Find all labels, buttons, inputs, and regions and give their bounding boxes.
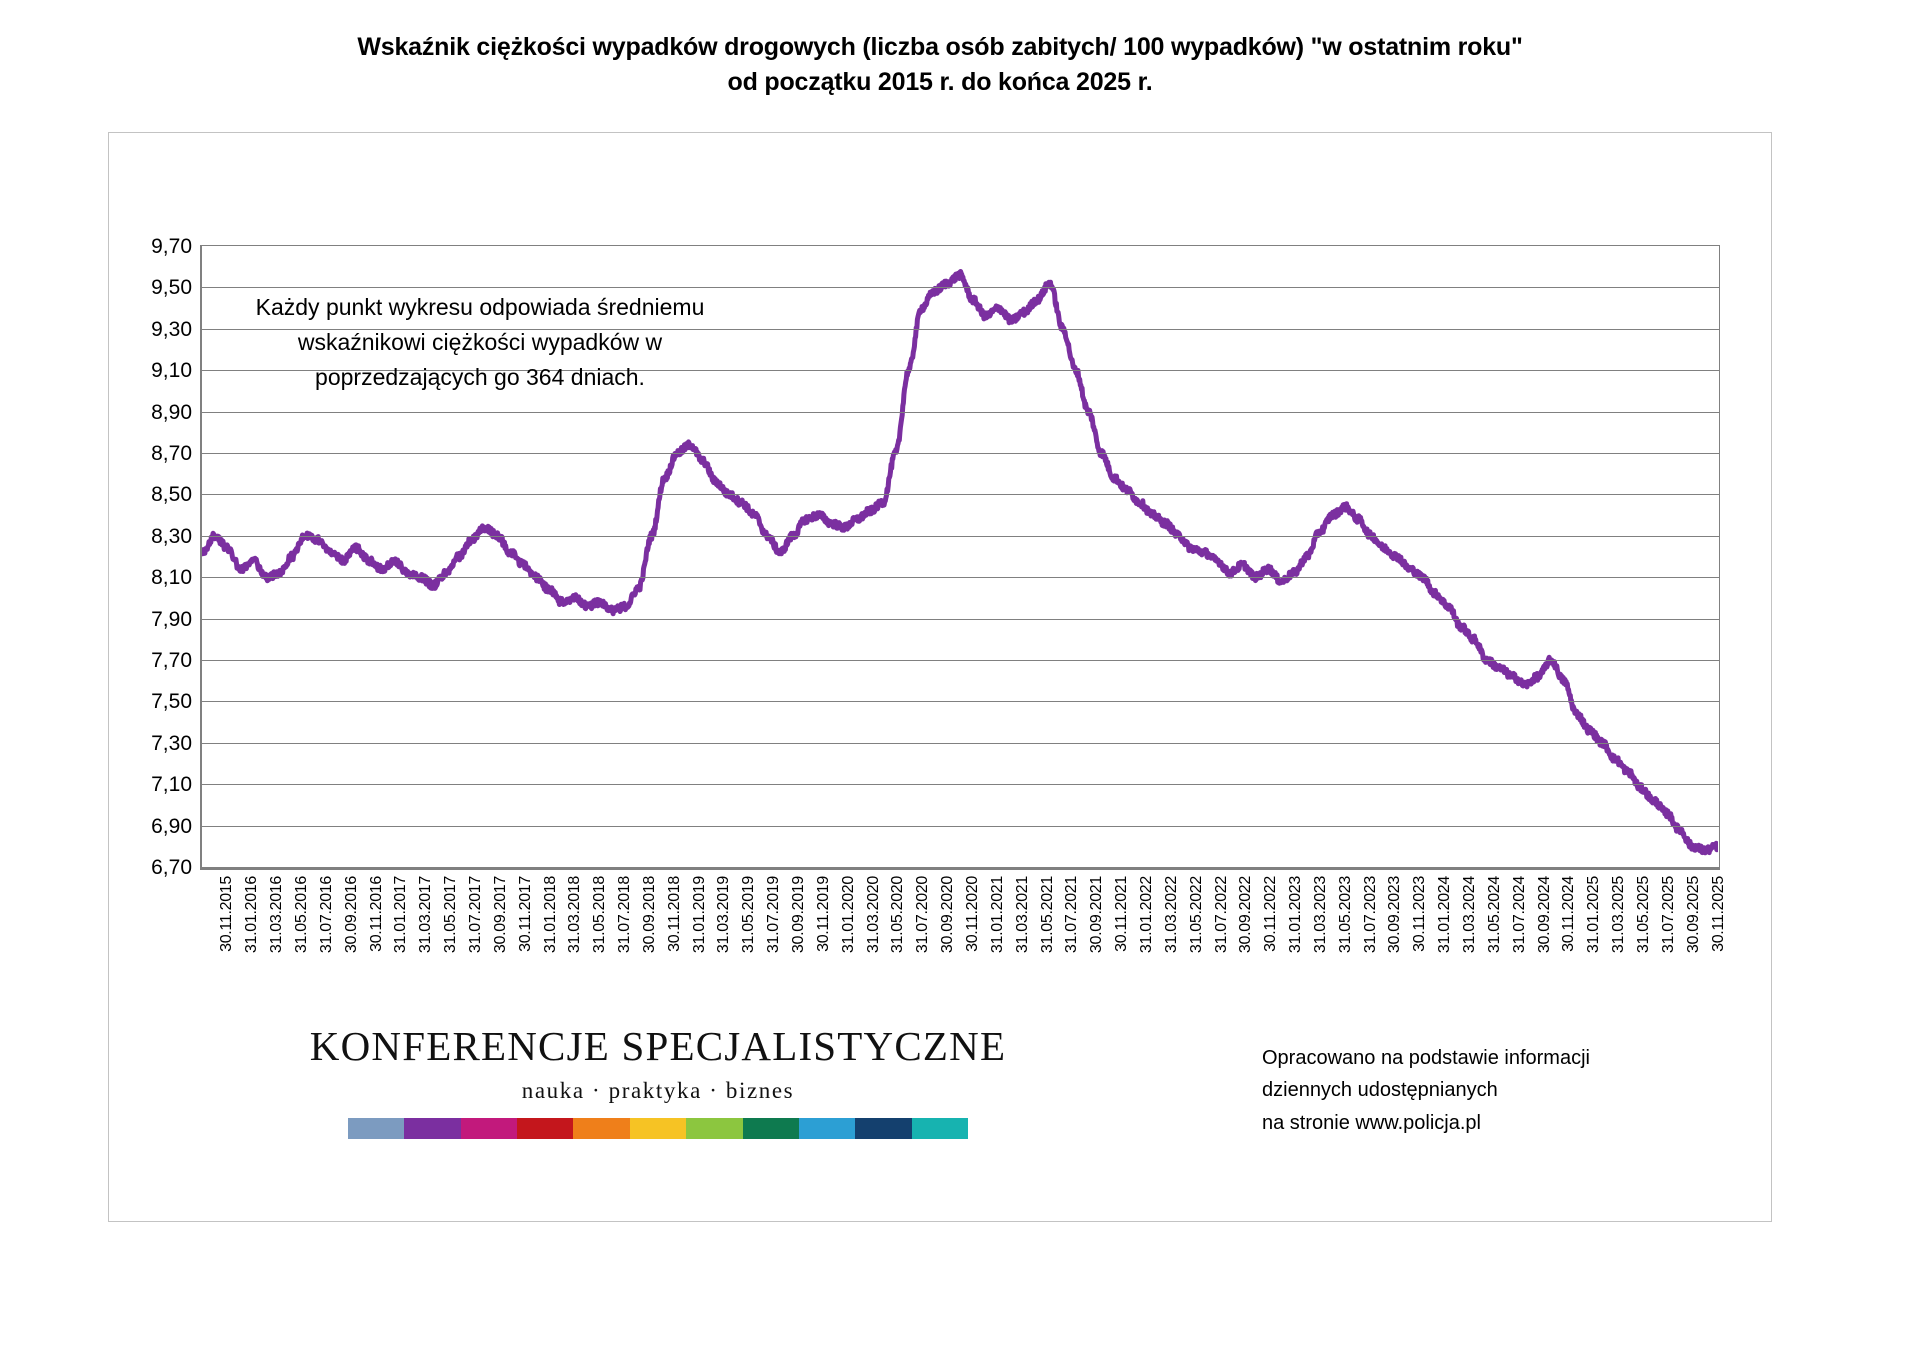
x-axis-tick-label: 30.11.2020: [964, 876, 981, 952]
x-axis-tick-label: 30.09.2017: [491, 876, 509, 954]
y-axis-tick-label: 6,90: [151, 814, 192, 838]
chart-title-line2: od początku 2015 r. do końca 2025 r.: [727, 67, 1153, 96]
logo-color-swatch: [348, 1118, 404, 1139]
x-axis-tick-label: 31.03.2023: [1311, 876, 1329, 954]
logo-color-swatch: [686, 1118, 742, 1139]
y-axis-tick-label: 8,30: [151, 524, 192, 548]
x-axis-tick-label: 31.01.2023: [1287, 876, 1305, 954]
gridline: [202, 577, 1719, 578]
y-axis-tick-labels: [120, 235, 192, 879]
x-axis-tick-label: 31.03.2025: [1610, 876, 1628, 954]
x-axis-tick-label: 31.05.2025: [1635, 876, 1653, 954]
x-axis-tick-label: 31.05.2018: [591, 876, 609, 954]
logo-color-swatch: [855, 1118, 911, 1139]
x-axis-tick-label: 30.09.2024: [1535, 876, 1553, 954]
x-axis-tick-label: 31.05.2021: [1038, 876, 1056, 954]
x-axis-tick-label: 30.11.2019: [814, 876, 832, 952]
x-axis-tick-label: 31.01.2017: [392, 876, 410, 954]
x-axis-tick-label: 30.09.2021: [1088, 876, 1106, 954]
x-axis-tick-label: 30.09.2023: [1386, 876, 1404, 954]
x-axis-tick-label: 31.05.2023: [1336, 876, 1354, 954]
x-axis-tick-labels: [200, 876, 1727, 1006]
logo-color-bar: [348, 1118, 968, 1139]
gridline: [202, 660, 1719, 661]
source-note-line1: Opracowano na podstawie informacji: [1262, 1047, 1590, 1069]
x-axis-tick-label: 30.11.2022: [1262, 876, 1280, 952]
x-axis-tick-label: 31.03.2024: [1461, 876, 1479, 954]
x-axis-tick-label: 31.05.2016: [292, 876, 310, 954]
y-axis-tick-label: 7,90: [151, 607, 192, 631]
y-axis-tick-label: 8,90: [151, 400, 192, 424]
logo-color-swatch: [461, 1118, 517, 1139]
x-axis-tick-label: 31.05.2019: [740, 876, 758, 954]
gridline: [202, 494, 1719, 495]
gridline: [202, 867, 1719, 868]
y-axis-tick-label: 8,70: [151, 442, 192, 465]
x-axis-tick-label: 31.07.2022: [1212, 876, 1230, 954]
y-axis-tick-label: 7,30: [151, 731, 192, 755]
y-axis-tick-label: 6,70: [151, 856, 192, 879]
gridline: [202, 743, 1719, 744]
x-axis-tick-label: 30.11.2025: [1709, 876, 1727, 952]
gridline: [202, 453, 1719, 454]
x-axis-tick-label: 31.03.2022: [1162, 876, 1180, 954]
y-axis-tick-label: 7,70: [151, 649, 192, 672]
x-axis-tick-label: 30.11.2017: [516, 876, 534, 952]
x-axis-tick-label: 30.11.2015: [218, 876, 236, 952]
logo-color-swatch: [630, 1118, 686, 1139]
source-note: [1262, 1042, 1590, 1139]
y-axis-tick-label: 9,30: [151, 317, 192, 341]
x-axis-tick-label: 30.09.2025: [1684, 876, 1702, 954]
y-axis-tick-label: 9,70: [151, 235, 192, 258]
x-axis-tick-label: 30.09.2016: [342, 876, 360, 954]
x-axis-tick-label: 31.07.2016: [317, 876, 335, 954]
y-axis-tick-label: 8,10: [151, 566, 192, 590]
gridline: [202, 619, 1719, 620]
logo-color-swatch: [912, 1118, 968, 1139]
logo-color-swatch: [799, 1118, 855, 1139]
chart-annotation: Każdy punkt wykresu odpowiada średniemu wskaźnikowi ciężkości wypadków w poprzedzających go 364 dniach.: [255, 294, 705, 390]
x-axis-tick-label: 31.05.2024: [1485, 876, 1503, 954]
gridline: [202, 784, 1719, 785]
logo-title: KONFERENCJE SPECJALISTYCZNE: [309, 1023, 1007, 1069]
y-axis-tick-label: 7,50: [151, 690, 192, 714]
x-axis-tick-label: 31.07.2018: [616, 876, 634, 954]
gridline: [202, 701, 1719, 702]
x-axis-tick-label: 30.11.2021: [1113, 876, 1131, 952]
x-axis-tick-label: 30.09.2019: [790, 876, 808, 954]
x-axis-tick-label: 30.11.2024: [1560, 876, 1578, 952]
x-axis-tick-label: 30.11.2023: [1411, 876, 1429, 952]
y-axis-tick-label: 7,10: [151, 773, 192, 797]
x-axis-tick-label: 30.11.2018: [665, 876, 683, 952]
x-axis-tick-label: 31.03.2020: [864, 876, 882, 954]
x-axis-tick-label: 30.09.2022: [1237, 876, 1255, 954]
x-axis-tick-label: 30.11.2016: [367, 876, 385, 952]
brand-logo: [258, 1022, 1058, 1139]
x-axis-tick-label: 31.01.2019: [690, 876, 708, 954]
gridline: [202, 826, 1719, 827]
x-axis-tick-label: 31.01.2016: [243, 876, 261, 954]
logo-color-swatch: [517, 1118, 573, 1139]
x-axis-tick-label: 31.07.2017: [466, 876, 484, 954]
x-axis-tick-label: 31.07.2025: [1659, 876, 1677, 954]
logo-color-swatch: [743, 1118, 799, 1139]
x-axis-tick-label: 30.09.2018: [640, 876, 658, 954]
x-axis-tick-label: 31.03.2017: [417, 876, 435, 954]
x-axis-tick-label: 31.07.2023: [1361, 876, 1379, 954]
x-axis-tick-label: 31.01.2022: [1137, 876, 1155, 954]
x-axis-tick-label: 30.09.2020: [939, 876, 957, 954]
x-axis-tick-label: 31.05.2022: [1187, 876, 1205, 954]
x-axis-tick-label: 31.01.2025: [1585, 876, 1603, 954]
gridline: [202, 412, 1719, 413]
x-axis-tick-label: 31.07.2021: [1063, 876, 1081, 954]
x-axis-tick-label: 31.07.2024: [1510, 876, 1528, 954]
y-axis-tick-label: 8,50: [151, 483, 192, 507]
x-axis-tick-label: 31.07.2019: [765, 876, 783, 954]
x-axis-tick-label: 31.05.2020: [889, 876, 907, 954]
chart-title: [150, 30, 1730, 99]
x-axis-tick-label: 31.01.2020: [839, 876, 857, 954]
y-axis-tick-label: 9,10: [151, 359, 192, 383]
source-note-line2: dziennych udostępnianych: [1262, 1079, 1498, 1102]
source-note-line3: na stronie www.policja.pl: [1262, 1111, 1481, 1134]
x-axis-tick-label: 31.01.2024: [1436, 876, 1454, 954]
x-axis-tick-label: 31.03.2018: [566, 876, 584, 954]
gridline: [202, 287, 1719, 288]
x-axis-tick-label: 31.01.2021: [988, 876, 1006, 954]
gridline: [202, 536, 1719, 537]
logo-color-swatch: [573, 1118, 629, 1139]
x-axis-tick-label: 31.05.2017: [442, 876, 460, 954]
y-axis-tick-label: 9,50: [151, 276, 192, 300]
logo-subtitle: nauka · praktyka · biznes: [521, 1078, 795, 1103]
logo-color-swatch: [404, 1118, 460, 1139]
x-axis-tick-label: 31.03.2019: [715, 876, 733, 954]
x-axis-tick-label: 31.03.2021: [1013, 876, 1031, 954]
x-axis-tick-label: 31.03.2016: [268, 876, 286, 954]
chart-title-line1: Wskaźnik ciężkości wypadków drogowych (liczba osób zabitych/ 100 wypadków) "w ostatnim roku": [357, 33, 1523, 61]
x-axis-tick-label: 31.07.2020: [914, 876, 932, 954]
x-axis-tick-label: 31.01.2018: [541, 876, 559, 954]
